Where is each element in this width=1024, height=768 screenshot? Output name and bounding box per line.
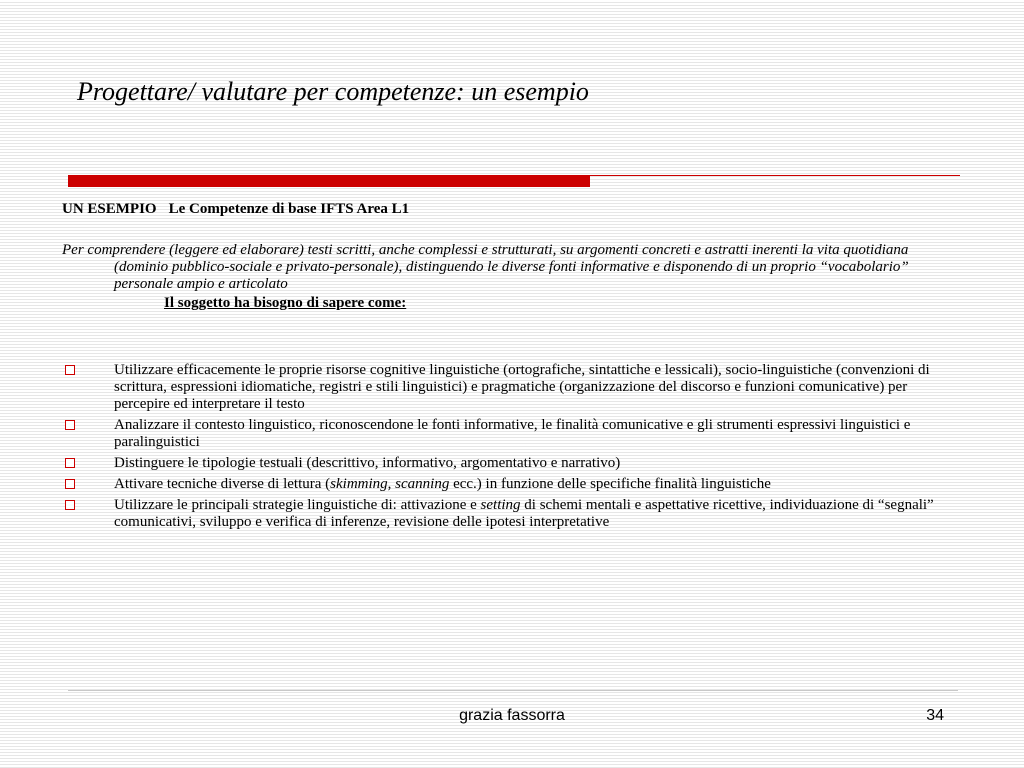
footer-divider (68, 690, 958, 691)
term-skimming: skimming (330, 476, 388, 492)
needs-label: Il soggetto ha bisogno di sapere come: (164, 295, 407, 311)
page-number: 34 (926, 707, 944, 724)
list-item (62, 362, 962, 413)
term-setting: setting (480, 497, 521, 513)
square-bullet-icon (65, 479, 75, 489)
square-bullet-icon (65, 500, 75, 510)
list-item-text-after: ecc.) in funzione delle specifiche finalità linguistiche (449, 476, 771, 492)
section-heading (62, 201, 962, 218)
square-bullet-icon (65, 458, 75, 468)
term-scanning: scanning (395, 476, 450, 492)
list-item-text-mid: , (387, 476, 396, 492)
heading-label: UN ESEMPIO (62, 201, 157, 217)
footer-author: grazia fassorra (459, 707, 565, 724)
slide-body (62, 201, 962, 535)
list-item-text-after: di schemi mentali e aspettative ricettive, individuazione di “segnali” comunicativi, sviluppo e verifica di inferenze, revisione delle ipotesi interpretative (114, 497, 934, 530)
title-underline-thick (68, 175, 590, 187)
lead-paragraph: Per comprendere (leggere ed elaborare) testi scritti, anche complessi e strutturati, su argomenti concreti e astratti inerenti la vita quotidiana (dominio pubblico-sociale e privato-personale), distinguendo le diverse fonti informative e disponendo di un proprio “vocabolario” personale ampio e articolato (62, 242, 909, 292)
competence-list (62, 362, 962, 531)
list-item (62, 417, 962, 451)
square-bullet-icon (65, 365, 75, 375)
list-item-text: Utilizzare efficacemente le proprie risorse cognitive linguistiche (ortografiche, sintattiche e lessicali), socio-linguistiche (convenzioni di scrittura, espressioni idiomatiche, registri e stili linguistici) e pragmatiche (organizzazione del discorso e funzioni comunicative) per percepire ed interpretare il testo (114, 362, 930, 412)
list-item (62, 455, 962, 472)
heading-subject: Le Competenze di base IFTS Area L1 (168, 201, 410, 217)
list-item-text: Distinguere le tipologie testuali (descrittivo, informativo, argomentativo e narrativo) (114, 455, 621, 471)
list-item-text-before: Utilizzare le principali strategie linguistiche di: attivazione e (114, 497, 481, 513)
square-bullet-icon (65, 420, 75, 430)
slide-title: Progettare/ valutare per competenze: un esempio (77, 77, 589, 106)
list-item (62, 476, 962, 493)
list-item-text: Analizzare il contesto linguistico, riconoscendone le fonti informative, le finalità comunicative e gli strumenti espressivi linguistici e paralinguistici (114, 417, 911, 450)
list-item (62, 497, 962, 531)
list-item-text-before: Attivare tecniche diverse di lettura ( (114, 476, 331, 492)
title-underline-thin (590, 175, 960, 176)
